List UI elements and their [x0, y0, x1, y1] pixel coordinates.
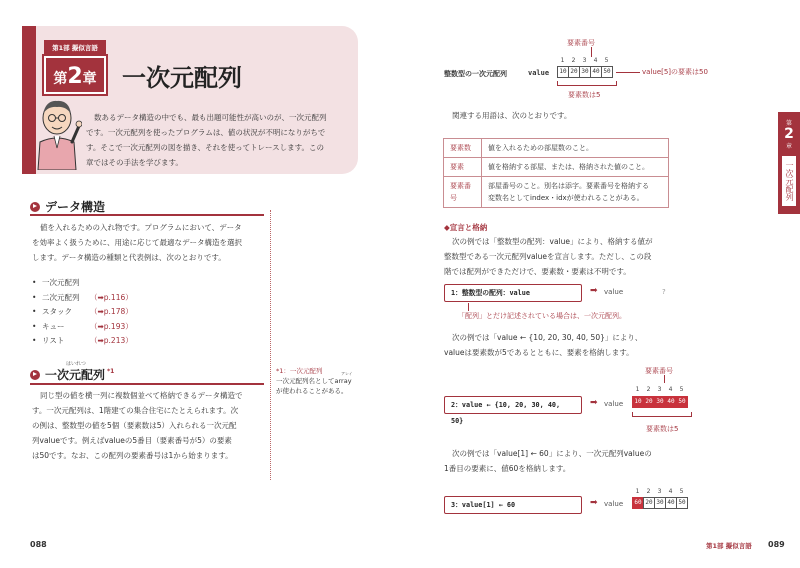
section-bullet-icon: [30, 370, 40, 380]
code-line-2: 2：value ← {10, 20, 30, 40, 50}: [444, 396, 582, 414]
array-cell: 20: [568, 66, 580, 78]
chapter-prefix: 第: [53, 71, 68, 87]
body-line: 値を入れるための入れ物です。プログラムにおいて、データ: [40, 223, 242, 232]
code-note: 「配列」とだけ記述されている場合は、一次元配列。: [458, 312, 626, 320]
chapter-number: 2: [67, 64, 83, 89]
index-number: 3: [657, 386, 662, 393]
type-label: 整数型の一次元配列: [444, 70, 507, 78]
index-row: [557, 55, 612, 64]
index-number: 3: [657, 488, 662, 495]
terms-intro: 関連する用語は、次のとおりです。: [452, 111, 572, 120]
index-number: 1: [635, 386, 640, 393]
list-item: • スタック （➡p.178）: [32, 307, 133, 316]
array-cell: 20: [643, 497, 655, 509]
array-cells: [632, 497, 687, 509]
array-cell: 20: [643, 396, 655, 408]
index-number: 3: [582, 57, 587, 64]
section-title: 一次元配列: [45, 368, 106, 382]
code-line-1: 1：整数型の配列：value: [444, 284, 582, 302]
side-tab-prefix: 第: [785, 120, 792, 127]
array-cells: [632, 396, 687, 408]
column-divider: [270, 210, 271, 480]
index-number: 2: [571, 57, 576, 64]
array-cell: 30: [654, 497, 666, 509]
array-cell: 10: [632, 396, 644, 408]
page-number-right: 089: [768, 540, 785, 549]
result-arrow-icon: ➡: [590, 498, 598, 508]
index-number: 4: [668, 488, 673, 495]
footnote-line: 一次元配列名としてarray: [276, 377, 352, 385]
result-arrow-icon: ➡: [590, 398, 598, 408]
body-line: 1番目の要素に、値60を格納します。: [444, 464, 571, 473]
body-line: す。一次元配列は、1階建ての集合住宅にたとえられます。次: [32, 406, 239, 415]
side-tab-number: 2: [784, 126, 794, 142]
size-label: 要素数は5: [568, 91, 601, 99]
table-row: [444, 177, 669, 208]
array-cell: 50: [676, 396, 688, 408]
index-number: 5: [679, 488, 684, 495]
index-label: 要素番号: [645, 367, 673, 375]
section-title: データ構造: [45, 200, 106, 214]
index-number: 1: [635, 488, 640, 495]
list-item: • リスト （➡p.213）: [32, 336, 133, 345]
list-item: • キュー （➡p.193）: [32, 321, 133, 331]
callout-line: [616, 72, 640, 73]
array-cell: 10: [557, 66, 569, 78]
array-cell: 30: [654, 396, 666, 408]
last-body: [444, 446, 684, 476]
body-line: を効率よく扱うために、用途に応じて最適なデータ構造を選択: [32, 238, 242, 247]
footnote-ruby: アレイ: [341, 371, 353, 376]
footnote-title: *1：一次元配列: [276, 367, 323, 375]
array-cell: 60: [632, 497, 644, 509]
term-desc: 値を入れるための部屋数のこと。: [482, 139, 669, 158]
section2-ruby: はいれつ: [66, 361, 86, 367]
code-line-3: 3：value[1] ← 60: [444, 496, 582, 514]
result-var: value: [604, 400, 624, 408]
index-number: 5: [604, 57, 609, 64]
size-bracket: [632, 412, 692, 417]
footnote-mark: *1: [107, 368, 115, 375]
body-line: valueは要素数が5であるとともに、要素を格納します。: [444, 348, 634, 357]
array-cell: 40: [590, 66, 602, 78]
side-tab-title: 一次元配列: [782, 156, 796, 206]
footnote-line: が使われることがある。: [276, 387, 348, 395]
body-line: の例は、整数型の値を5個（要素数は5）入れられる一次元配: [32, 421, 237, 430]
index-label: 要素番号: [567, 39, 595, 47]
subsection-title: ◆宣言と格納: [444, 223, 488, 232]
index-number: 4: [593, 57, 598, 64]
teacher-mascot-icon: [32, 96, 82, 170]
array-cell: 50: [676, 497, 688, 509]
size-label: 要素数は5: [646, 425, 679, 433]
chapter-suffix: 章: [82, 71, 97, 87]
section-body: [32, 388, 268, 463]
chapter-number-badge: [44, 56, 106, 94]
section-bullet-icon: [30, 202, 40, 212]
chapter-title: 一次元配列: [122, 64, 242, 92]
term-name: 要素番号: [444, 177, 482, 208]
table-row: [444, 158, 669, 177]
array-name: value: [528, 69, 550, 77]
body-line: 次の例では「整数型の配列：value」により、格納する値が: [452, 237, 653, 246]
body-line: は50です。なお、この配列の要素番号は1から始まります。: [32, 451, 233, 460]
result-var: value: [604, 288, 624, 296]
section-heading-1d-array: [30, 366, 114, 383]
list-item: • 一次元配列: [32, 278, 80, 287]
body-line: 整数型である一次元配列valueを宣言します。ただし、この段: [444, 252, 652, 261]
section-underline: [30, 383, 264, 385]
term-desc: 値を格納する部屋、または、格納された値のこと。: [482, 158, 669, 177]
term-name: 要素: [444, 158, 482, 177]
side-tab-suffix: 章: [785, 143, 792, 150]
size-bracket: [557, 81, 617, 86]
array-cell: 40: [665, 396, 677, 408]
index-number: 1: [560, 57, 565, 64]
mid-body: [444, 330, 684, 360]
chapter-side-tab: [778, 112, 800, 214]
array-cells: [557, 66, 612, 78]
intro-line: す。そこで一次元配列の図を描き、それを使ってトレースします。この: [86, 143, 324, 152]
index-number: 2: [646, 488, 651, 495]
section-body: [32, 220, 268, 265]
data-structure-list: [32, 276, 133, 349]
intro-line: 章ではその手法を学びます。: [86, 158, 183, 167]
index-number: 5: [679, 386, 684, 393]
body-line: 次の例では「value ← {10, 20, 30, 40, 50}」により、: [452, 333, 643, 342]
array-cell: 30: [579, 66, 591, 78]
index-pointer-line: [664, 375, 665, 383]
chapter-intro: [86, 110, 350, 170]
terms-table: [443, 138, 669, 208]
section-underline: [30, 214, 264, 216]
index-row: [632, 486, 687, 495]
unknown-mark: ?: [662, 288, 666, 296]
result-arrow-icon: ➡: [590, 286, 598, 296]
term-desc: 部屋番号のこと。別名は添字。要素番号を格納する 変数名としてindex・idxが使われることがある。: [482, 177, 669, 208]
section-heading-data-structure: [30, 198, 105, 215]
array-cell: 50: [601, 66, 613, 78]
body-line: します。データ構造の種類と代表例は、次のとおりです。: [32, 253, 226, 262]
term-name: 要素数: [444, 139, 482, 158]
footer-part-label: 第1部 擬似言語: [706, 542, 752, 550]
index-number: 4: [668, 386, 673, 393]
index-number: 2: [646, 386, 651, 393]
array-cell: 40: [665, 497, 677, 509]
body-line: 階では配列ができただけで、要素数・要素は不明です。: [444, 267, 631, 276]
callout-text: value[5]の要素は50: [642, 68, 708, 76]
intro-line: 数あるデータ構造の中でも、最も出題可能性が高いのが、一次元配列: [94, 113, 327, 122]
body-line: 同じ型の値を横一列に複数個並べて格納できるデータ構造で: [40, 391, 243, 400]
page-number-left: 088: [30, 540, 47, 549]
intro-line: です。一次元配列を使ったプログラムは、値の状況が不明になりがちで: [86, 128, 326, 137]
list-item: • 二次元配列 （➡p.116）: [32, 292, 133, 302]
decl-body: [444, 234, 684, 279]
body-line: 列valueです。例えばvalueの5番目（要素番号が5）の要素: [32, 436, 232, 445]
body-line: 次の例では「value[1] ← 60」により、一次元配列valueの: [452, 449, 652, 458]
note-pointer: [468, 303, 469, 311]
table-row: [444, 139, 669, 158]
part-label: 第1部 擬似言語: [44, 40, 106, 56]
index-row: [632, 384, 687, 393]
result-var: value: [604, 500, 624, 508]
